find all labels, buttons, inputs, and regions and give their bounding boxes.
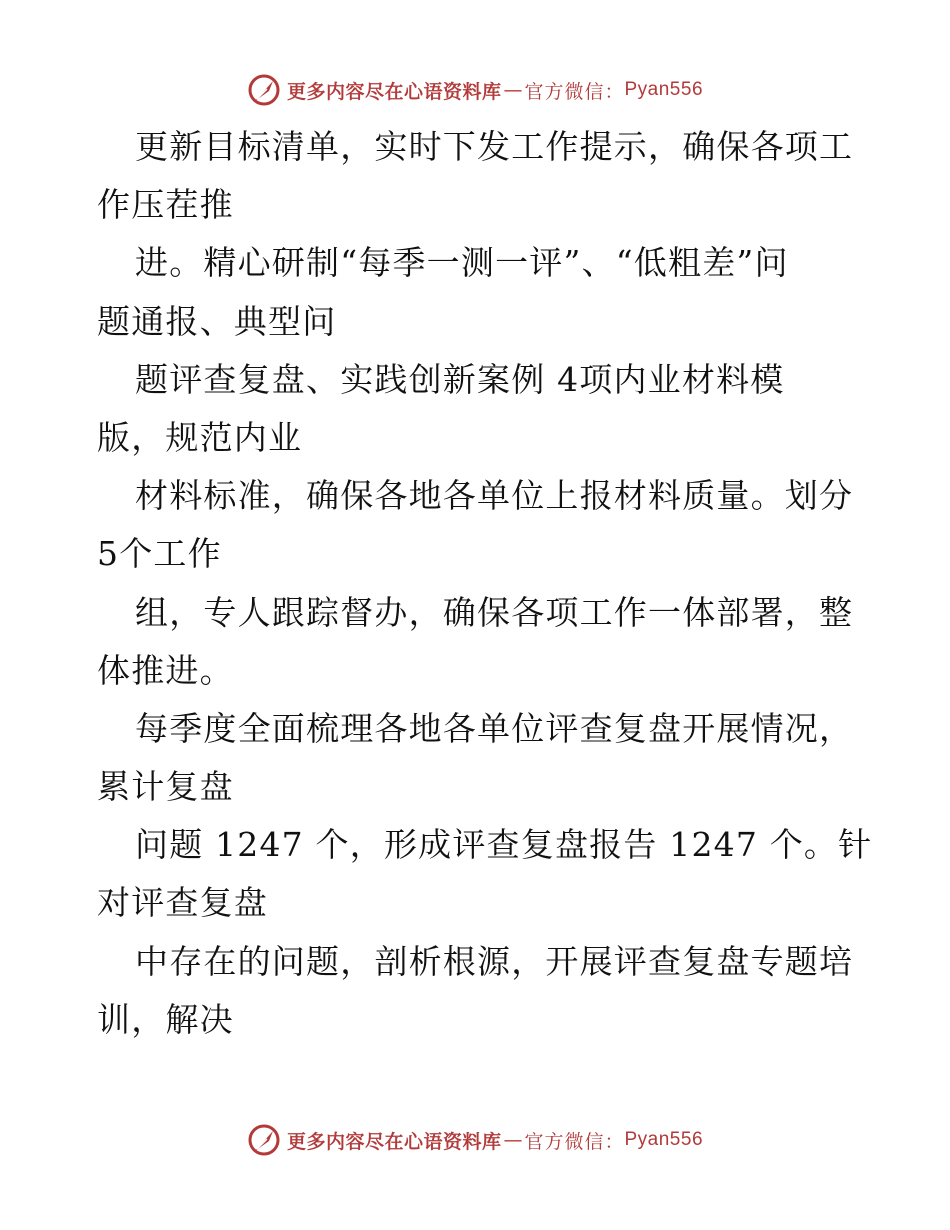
text-line: 材料标准，确保各地各单位上报材料质量。划分 [135, 476, 854, 516]
footer-brand: 更多内容尽在心语资料库 [286, 1130, 502, 1153]
text-line: 题评查复盘、实践创新案例 4项内业材料模 [135, 359, 785, 399]
text-line: 中存在的问题，剖析根源，开展评查复盘专题培 [135, 941, 854, 981]
document-body [97, 118, 873, 1049]
text-line: 每季度全面梳理各地各单位评查复盘开展情况， [135, 708, 854, 748]
text-line: 5个工作 [97, 534, 222, 574]
text-line: 训，解决 [97, 999, 234, 1039]
text-line: 题通报、典型问 [97, 301, 337, 341]
quill-pen-logo-icon [247, 1123, 281, 1157]
footer-watermark [0, 1120, 950, 1160]
quill-pen-logo-icon [247, 73, 281, 107]
header-wechat-id: Pyan556 [624, 79, 704, 100]
header-wechat-label: 官方微信： [524, 80, 625, 103]
text-line: 作压茬推 [97, 185, 234, 225]
text-line: 体推进。 [97, 650, 234, 690]
footer-dash: — [503, 1129, 523, 1151]
text-line: 更新目标清单，实时下发工作提示，确保各项工 [135, 127, 854, 166]
footer-wechat-id: Pyan556 [624, 1129, 704, 1150]
text-line: 进。精心研制“每季一测一评”、“低粗差”问 [135, 243, 789, 283]
text-line: 累计复盘 [97, 767, 234, 807]
header-dash: — [503, 79, 523, 101]
header-brand: 更多内容尽在心语资料库 [286, 80, 502, 103]
header-watermark [0, 70, 950, 110]
text-line: 对评查复盘 [97, 883, 268, 923]
text-line: 问题 1247 个，形成评查复盘报告 1247 个。针 [135, 825, 873, 865]
text-line: 版，规范内业 [97, 417, 303, 457]
footer-wechat-label: 官方微信： [524, 1130, 625, 1153]
text-line: 组，专人跟踪督办，确保各项工作一体部署，整 [135, 592, 854, 632]
